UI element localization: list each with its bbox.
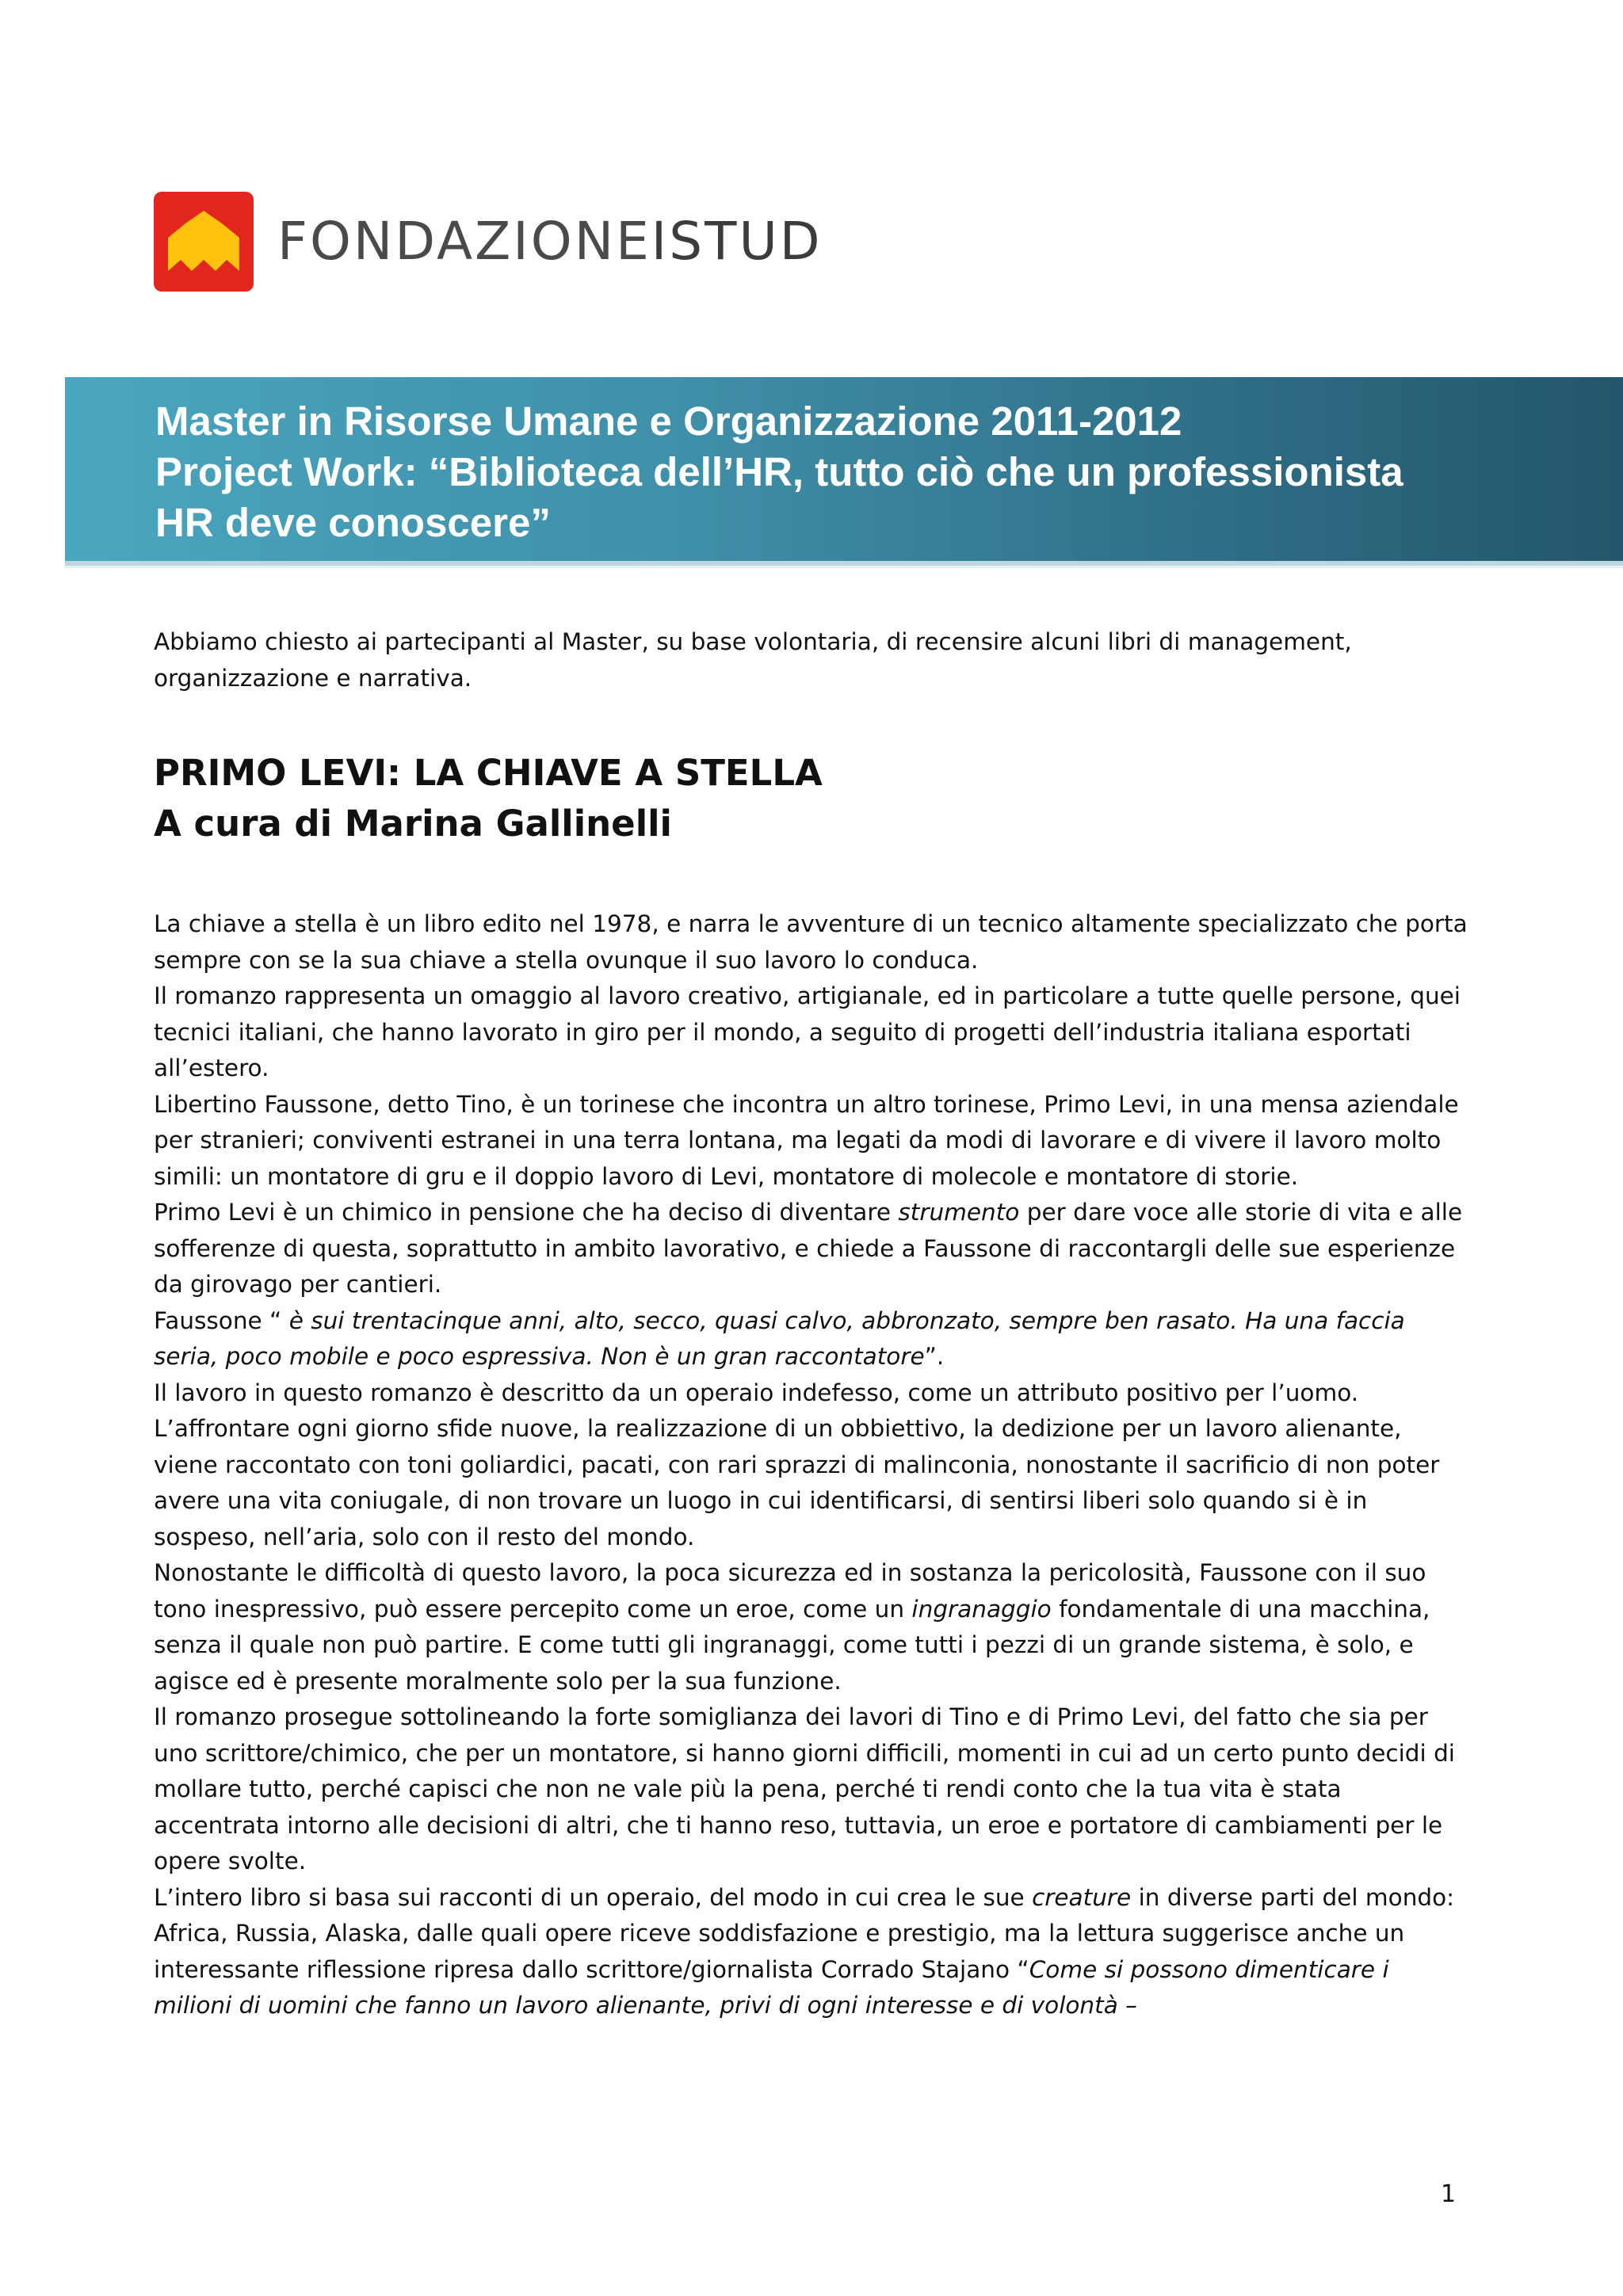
title-banner	[65, 377, 1623, 561]
paragraph-5-part-b: ”.	[924, 1343, 945, 1370]
paragraph-7: L’affrontare ogni giorno sfide nuove, la realizzazione di un obbiettivo, la dedizione per un lavoro alienante, viene raccontato con toni goliardici, pacati, con rari sprazzi di malinconia, nonostante il sacrificio di non poter avere una vita coniugale, di non trovare un luogo in cui identificarsi, di sentirsi liberi solo quando si è in sospeso, nell’aria, solo con il resto del mondo.	[154, 1415, 1440, 1550]
paragraph-10	[154, 1880, 1469, 2024]
paragraph-10-emphasis: creature	[1032, 1883, 1132, 1911]
paragraph-3: Libertino Faussone, detto Tino, è un torinese che incontra un altro torinese, Primo Levi, in una mensa aziendale per stranieri; conviventi estranei in una terra lontana, ma legati da modi di lavorare e di vivere il lavoro molto simili: un montatore di gru e il doppio lavoro di Levi, montatore di molecole e montatore di storie.	[154, 1090, 1459, 1190]
paragraph-1: La chiave a stella è un libro edito nel 1978, e narra le avventure di un tecnico altamente specializzato che porta sempre con se la sua chiave a stella ovunque il suo lavoro lo conduca.	[154, 910, 1468, 974]
paragraph-8-part-a: Nonostante le difficoltà di questo lavoro, la poca sicurezza ed in sostanza la pericolosità, Faussone con il suo tono inespressivo, può essere percepito come un eroe, come un	[154, 1559, 1426, 1623]
paragraph-4-part-b: per dare voce alle storie di vita e alle sofferenze di questa, soprattutto in ambito lavorativo, e chiede a Faussone di raccontargli delle sue esperienze da girovago per cantieri.	[154, 1199, 1463, 1298]
paragraph-5-quote: è sui trentacinque anni, alto, secco, quasi calvo, abbronzato, sempre ben rasato. Ha una faccia seria, poco mobile e poco espressiva. Non è un gran raccontatore	[154, 1306, 1405, 1370]
paragraph-5	[154, 1303, 1469, 1375]
review-author: A cura di Marina Gallinelli	[154, 803, 672, 845]
review-title: PRIMO LEVI: LA CHIAVE A STELLA	[154, 752, 823, 794]
paragraph-6: Il lavoro in questo romanzo è descritto da un operaio indefesso, come un attributo positivo per l’uomo.	[154, 1379, 1359, 1406]
paragraph-10-part-a: L’intero libro si basa sui racconti di un operaio, del modo in cui crea le sue	[154, 1883, 1033, 1911]
paragraph-4-emphasis: strumento	[898, 1199, 1020, 1226]
paragraph-5-part-a: Faussone “	[154, 1306, 289, 1334]
banner-line-1: Master in Risorse Umane e Organizzazione 2011-2012	[155, 399, 1182, 444]
paragraph-8-part-b: fondamentale di una macchina, senza il quale non può partire. E come tutti gli ingranaggi, come tutti i pezzi di un grande sistema, è solo, e agisce ed è presente moralmente solo per la sua funzione.	[154, 1595, 1430, 1695]
banner-line-3: HR deve conoscere”	[155, 500, 551, 545]
paragraph-9: Il romanzo prosegue sottolineando la forte somiglianza dei lavori di Tino e di Primo Levi, del fatto che sia per uno scrittore/chimico, che per un montatore, si hanno giorni difficili, momenti in cui ad un certo punto decidi di mollare tutto, perché capisci che non ne vale più la pena, perché ti rendi conto che la tua vita è stata accentrata intorno alle decisioni di altri, che ti hanno reso, tuttavia, un eroe e portatore di cambiamenti per le opere svolte.	[154, 1703, 1455, 1875]
house-logo-icon	[154, 192, 254, 292]
paragraph-4	[154, 1195, 1469, 1303]
paragraph-8	[154, 1555, 1469, 1699]
fondazione-istud-logo	[154, 192, 823, 292]
logo-word-fondazione: FONDAZIONE	[277, 211, 651, 272]
banner-title	[155, 396, 1591, 548]
logo-word-istud: ISTUD	[651, 211, 823, 272]
intro-paragraph: Abbiamo chiesto ai partecipanti al Master, su base volontaria, di recensire alcuni libri di management, organizzazione e narrativa.	[154, 628, 1352, 692]
paragraph-10-part-b: in diverse parti del mondo: Africa, Russia, Alaska, dalle quali opere riceve soddisfazione e prestigio, ma la lettura suggerisce anche un interessante riflessione ripresa dallo scrittore/giornalista Corrado Stajano “	[154, 1883, 1455, 1983]
paragraph-4-part-a: Primo Levi è un chimico in pensione che ha deciso di diventare	[154, 1199, 899, 1226]
paragraph-10-quote: Come si possono dimenticare i milioni di uomini che fanno un lavoro alienante, privi di ogni interesse e di volontà –	[154, 1955, 1389, 2019]
paragraph-2: Il romanzo rappresenta un omaggio al lavoro creativo, artigianale, ed in particolare a tutte quelle persone, quei tecnici italiani, che hanno lavorato in giro per il mondo, a seguito di progetti dell’industria italiana esportati all’estero.	[154, 982, 1461, 1081]
paragraph-8-emphasis: ingranaggio	[911, 1595, 1052, 1623]
document-body	[154, 624, 1469, 2024]
banner-line-2: Project Work: “Biblioteca dell’HR, tutto ciò che un professionista	[155, 449, 1403, 494]
page-number: 1	[1441, 2180, 1457, 2208]
review-heading	[154, 748, 1469, 849]
logo-wordmark	[277, 211, 823, 272]
